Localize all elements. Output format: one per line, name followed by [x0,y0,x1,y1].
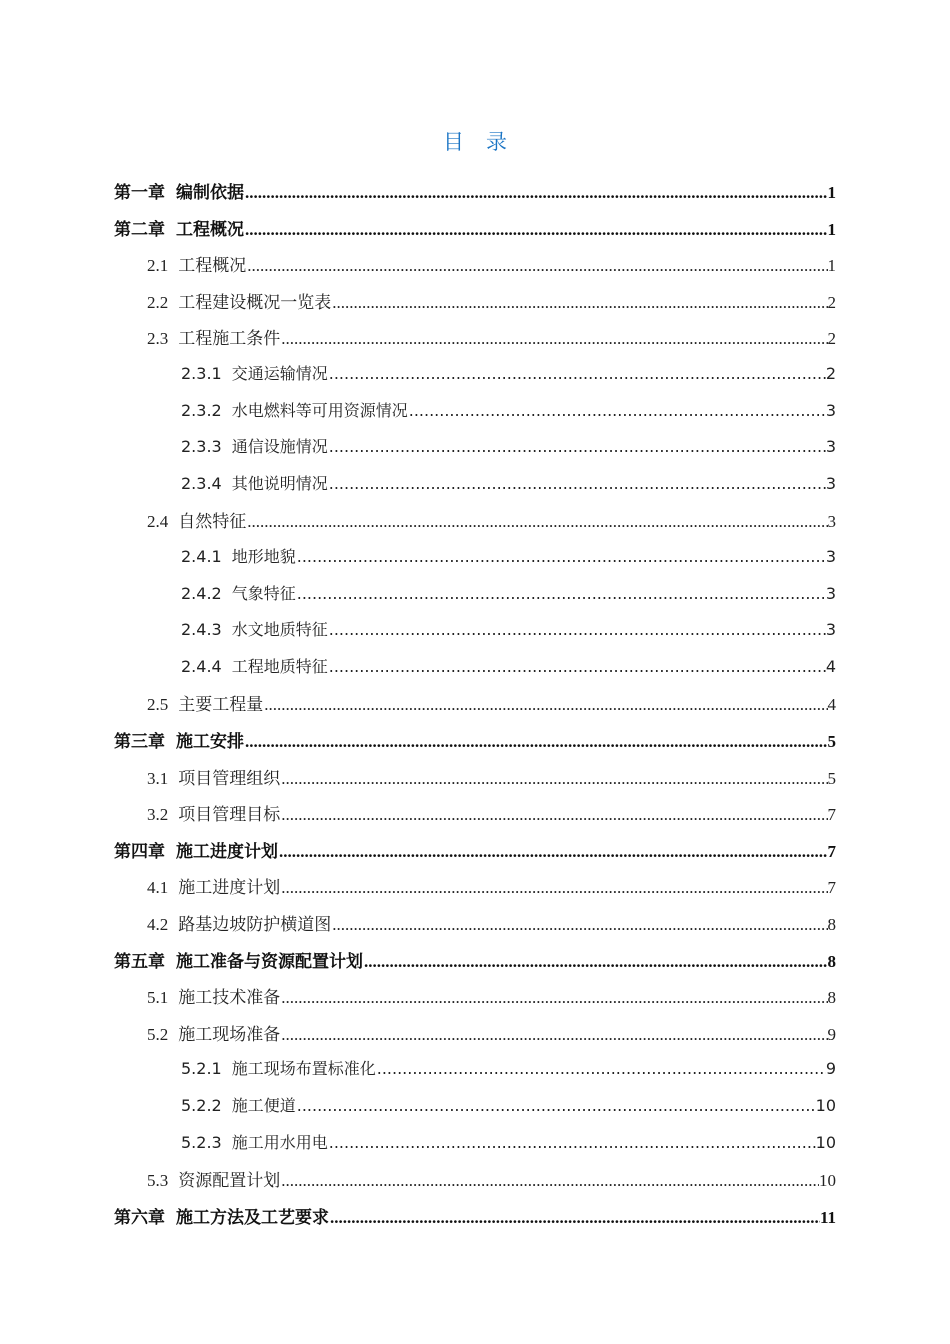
toc-entry-number: 3.2 [147,805,169,825]
dot-leader [329,364,826,383]
toc-entry-label: 主要工程量 [178,695,264,715]
dot-leader [281,988,827,1008]
toc-entry-label: 施工安排 [176,732,244,751]
dot-leader [281,805,827,825]
toc-entry[interactable] [147,324,836,348]
toc-entry-label: 工程施工条件 [178,329,281,349]
dot-leader [329,657,826,676]
toc-entry-number: 5.2 [147,1024,169,1044]
toc-entry-number: 2.3.4 [181,473,222,493]
toc-entry[interactable] [114,727,836,751]
toc-entry[interactable] [147,690,836,714]
toc-entry-label: 施工现场布置标准化 [231,1059,376,1079]
toc-entry-label: 编制依据 [176,183,244,202]
toc-entry-label: 施工进度计划 [178,878,281,898]
toc-entry-label: 项目管理组织 [178,768,281,788]
toc-entry[interactable] [181,434,836,458]
dot-leader [281,329,827,349]
dot-leader [297,547,826,566]
toc-entry-label: 施工技术准备 [178,988,281,1008]
toc-entry[interactable] [181,654,836,678]
toc-entry-page: 3 [825,620,836,640]
toc-entry-number: 5.2.1 [181,1059,222,1079]
toc-entry-number: 5.1 [147,988,169,1008]
toc-entry-page: 3 [825,473,836,493]
toc-entry[interactable] [181,361,836,385]
toc-entry-number: 第三章 [114,732,165,751]
toc-entry[interactable] [181,1130,836,1154]
toc-entry[interactable] [114,178,836,202]
dot-leader [247,512,827,532]
dot-leader [409,401,826,420]
toc-entry-page: 2 [827,292,836,312]
dot-leader [245,732,828,752]
dot-leader [330,1208,820,1228]
dot-leader [329,1133,816,1152]
toc-entry[interactable] [147,764,836,788]
toc-entry-number: 第二章 [114,219,165,239]
toc-entry-page: 10 [815,1132,836,1152]
toc-entry-number: 第四章 [114,841,165,861]
toc-entry-page: 1 [827,256,836,276]
toc-entry-number: 5.2.2 [181,1096,222,1115]
toc-entry-label: 工程概况 [178,256,247,276]
toc-entry[interactable] [147,800,836,824]
toc-entry[interactable] [147,910,836,934]
toc-entry-page: 7 [827,805,836,825]
toc-entry-label: 施工用水用电 [231,1132,328,1152]
toc-entry[interactable] [114,215,836,239]
dot-leader [281,878,827,898]
toc-entry[interactable] [147,288,836,312]
toc-entry[interactable] [147,1166,836,1190]
toc-entry-page: 7 [827,841,836,861]
dot-leader [377,1059,826,1078]
toc-entry-number: 2.1 [147,256,169,276]
dot-leader [245,183,828,203]
toc-entry-page: 2 [825,364,836,383]
toc-entry-number: 3.1 [147,768,169,788]
toc-entry-label: 气象特征 [231,583,296,603]
toc-entry-number: 4.1 [147,878,169,898]
toc-entry-number: 4.2 [147,915,169,934]
toc-entry-label: 地形地貌 [231,547,296,566]
dot-leader [329,474,826,493]
toc-entry[interactable] [147,1020,836,1044]
toc-entry-page: 10 [815,1096,836,1115]
dot-leader [279,842,828,862]
toc-entry-label: 项目管理目标 [178,805,281,825]
toc-entry-page: 3 [825,400,836,420]
toc-entry[interactable] [114,947,836,971]
toc-entry-label: 交通运输情况 [231,364,328,383]
toc-entry[interactable] [147,251,836,275]
dot-leader [329,620,826,639]
toc-entry-label: 其他说明情况 [231,473,328,493]
toc-entry[interactable] [181,398,836,422]
toc-entry-number: 5.2.3 [181,1132,222,1152]
toc-entry[interactable] [114,837,836,861]
toc-entry-number: 2.4.1 [181,547,222,566]
toc-entry-page: 3 [825,547,836,566]
toc-entry-label: 工程建设概况一览表 [178,292,332,312]
dot-leader [264,695,827,715]
toc-entry[interactable] [147,873,836,897]
toc-entry-number: 2.4.2 [181,583,222,603]
dot-leader [281,1171,819,1191]
toc-entry-page: 8 [827,915,836,934]
toc-entry-number: 2.2 [147,292,169,312]
toc-entry-label: 通信设施情况 [231,437,328,457]
dot-leader [247,256,827,276]
toc-entry[interactable] [147,983,836,1007]
toc-entry-page: 3 [825,437,836,457]
toc-entry-number: 第五章 [114,951,165,971]
toc-entry-label: 路基边坡防护横道图 [178,915,332,934]
dot-leader [364,952,828,972]
toc-entry-label: 工程地质特征 [231,656,328,676]
toc-entry-number: 2.3.3 [181,437,222,457]
toc-entry-page: 5 [827,768,836,788]
toc-entry-label: 施工方法及工艺要求 [176,1207,329,1227]
toc-entry-page: 10 [819,1171,836,1191]
toc-entry-page: 1 [827,219,836,239]
toc-entry-page: 4 [825,656,836,676]
toc-entry-number: 2.5 [147,695,169,715]
toc-entry[interactable] [181,581,836,605]
toc-entry-page: 7 [827,878,836,898]
dot-leader [297,1096,816,1115]
dot-leader [297,584,826,603]
toc-entry-label: 工程概况 [176,219,244,239]
toc-entry-number: 2.4 [147,512,169,532]
toc-entry-number: 2.3.2 [181,400,222,420]
toc-entry-label: 水文地质特征 [231,620,328,640]
toc-entry-label: 施工准备与资源配置计划 [176,951,363,971]
toc-entry-label: 资源配置计划 [178,1171,281,1191]
toc-entry-page: 3 [825,583,836,603]
toc-entry-number: 2.4.4 [181,656,222,676]
toc-entry-page: 9 [827,1024,836,1044]
dot-leader [332,915,827,935]
toc-entry-number: 2.3 [147,329,169,349]
dot-leader [281,769,827,789]
dot-leader [281,1025,827,1045]
toc-entry-number: 第六章 [114,1207,165,1227]
toc-entry-number: 2.3.1 [181,364,222,383]
toc-entry[interactable] [181,1093,836,1117]
toc-entry-page: 9 [825,1059,836,1079]
dot-leader [245,220,828,240]
dot-leader [332,293,827,313]
dot-leader [329,437,826,456]
toc-entry[interactable] [181,1056,836,1080]
toc-entry[interactable] [147,507,836,531]
toc-entry[interactable] [181,544,836,568]
toc-entry-page: 11 [819,1207,836,1227]
toc-entry-page: 8 [827,951,836,971]
toc-entry-page: 5 [827,732,836,751]
toc-title: 目录 [443,130,529,154]
toc-entry[interactable] [114,1203,836,1227]
toc-entry-label: 施工便道 [231,1096,296,1115]
toc-entry-number: 2.4.3 [181,620,222,640]
toc-entry-number: 第一章 [114,183,165,202]
toc-entry-page: 3 [827,512,836,532]
toc-entry-page: 1 [827,183,836,202]
toc-entry-label: 施工进度计划 [176,841,278,861]
toc-entry-number: 5.3 [147,1171,169,1191]
toc-entry-label: 施工现场准备 [178,1024,281,1044]
toc-entry-page: 2 [827,329,836,349]
toc-entry-label: 自然特征 [178,512,247,532]
toc-entry[interactable] [181,471,836,495]
toc-entry-page: 4 [827,695,836,715]
toc-entry-label: 水电燃料等可用资源情况 [231,400,408,420]
toc-entry[interactable] [181,617,836,641]
toc-entry-page: 8 [827,988,836,1008]
